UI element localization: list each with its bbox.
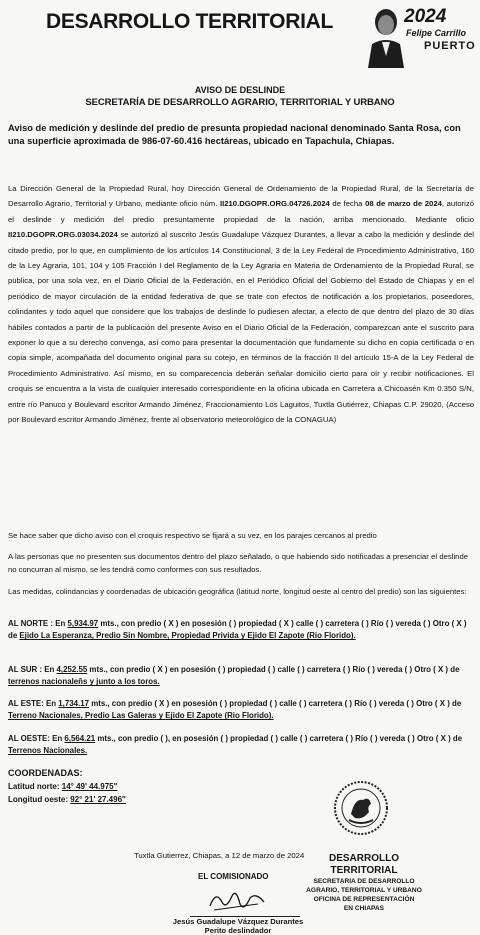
longitude-value: 92° 21' 27.496" bbox=[70, 795, 126, 804]
signer-block bbox=[168, 917, 308, 935]
body-paragraph-4: Las medidas, colindancias y coordenadas de ubicación geográfica (latitud norte, longitud oeste al centro del predio) son las siguientes: bbox=[8, 587, 467, 596]
latitude-value: 14° 49' 44.975" bbox=[61, 782, 118, 791]
notice-lead: Aviso de medición y deslinde del predio de presunta propiedad nacional denominado Santa Rosa, con una superficie aproximada de 986-07-60.416 hectáreas, ubicado en Tapachula, Chiapas. bbox=[8, 123, 461, 146]
body-paragraph-2: Se hace saber que dicho aviso con el croquis respectivo se fijará a su vez, en los parajes cercanos al predio bbox=[8, 531, 377, 540]
logo-place: PUERTO bbox=[424, 40, 476, 52]
signer-name: Jesús Guadalupe Vázquez Durantes bbox=[172, 917, 304, 926]
office-title: DESARROLLO TERRITORIAL bbox=[329, 853, 399, 876]
signer-role: Perito deslindador bbox=[204, 926, 272, 935]
office-stamp: DESARROLLO TERRITORIAL SECRETARIA DE DESARROLLO AGRARIO, TERRITORIAL Y URBANO OFICINA DE REPRESENTACIÓN EN CHIAPAS bbox=[296, 853, 432, 913]
boundary-west: AL OESTE: En 6,564.21 mts., con predio ( ), en posesión ( ) propiedad ( ) calle ( ) carretera ( ) Río ( ) vereda ( ) Otro ( X ) de Terrenos Nacionales. bbox=[8, 734, 463, 756]
logo-name: Felipe Carrillo bbox=[406, 28, 467, 38]
place-date: Tuxtla Gutierrez, Chiapas, a 12 de marzo de 2024 bbox=[134, 851, 305, 860]
oficio-date: 08 de marzo de 2024 bbox=[365, 199, 442, 209]
commissioner-label: EL COMISIONADO bbox=[198, 872, 269, 881]
boundary-east: AL ESTE: En 1,734.17 mts., con predio ( X ) en posesión ( ) propiedad ( ) calle ( ) carretera ( ) Río ( ) vereda ( ) Otro ( X ) de Terreno Nacionales, Predio Las Galeras y Ejido El Zapote (Rio Florido). bbox=[8, 699, 462, 721]
notice-title: AVISO DE DESLINDE bbox=[194, 85, 286, 95]
portrait-icon bbox=[364, 4, 404, 68]
body-paragraph-1: La Dirección General de la Propiedad Rural, hoy Dirección General de Ordenamiento de la Propiedad Rural, de la Secretaría de Desarrollo Agrario, Territorial y Urbano, mediante oficio núm. II210.DGOPR.ORG.04726.2024 de fecha 08 de marzo de 2024, autorizó el deslinde y medición del predio presuntamente propiedad de la nación, arriba mencionado. Mediante oficio II210.DGOPR.ORG.03034.2024 se autorizó al suscrito Jesús Guadalupe Vázquez Durantes, a llevar a cabo la medición y deslinde del citado predio, por lo que, en cumplimiento de los artículos 14 Constitucional, 3 de la Ley Federal de Procedimiento Administrativo, 160 de la Ley Agraria, 101, 104 y 105 Fracción I del Reglamento de la Ley Agraria en Materia de Ordenamiento de la Propiedad Rural, se publica, por una sola vez, en el Diario Oficial de la Federación, en el Periódico Oficial del Gobierno del Estado de Chiapas y en el periódico de mayor circulación de la entidad federativa de que se trate con efectos de notificación a los propietarios, poseedores, colindantes y todo aquel que considere que los trabajos de deslinde lo pudiesen afectar, a efecto de que dentro del plazo de 30 días hábiles contados a partir de la publicación del presente Aviso en el Diario Oficial de la Federación, comparezcan ante el suscrito para exponer lo que a su derecho convenga, así como para presentar la documentación que fundamente su dicho en copia certificada o en copia simple, acompañada del documento original para su cotejo, en términos de la fracción II del artículo 15-A de la Ley Federal de Procedimiento Administrativo. Así mismo, en su comparecencia deberán señalar domicilio cierto para oír y recibir notificaciones. El croquis se encuentra a la vista de cualquier interesado correspondiente en la oficina ubicada en Carretera a Chicoasén Km 0.350 S/N, entre río Panuco y Boulevard escritor Armando Jiménez, Fraccionamiento Los Laguitos, Tuxtla Gutiérrez, Chiapas C.P. 29020, (Acceso por Boulevard escritor Armando Jiménez, frente al observatorio meteorológico de la CONAGUA) bbox=[8, 184, 474, 425]
body-paragraph-3: A las personas que no presenten sus documentos dentro del plazo señalado, o que habiendo sido notificadas a presenciar el deslinde no concurran al mismo, se les tendrá como conformes con sus resultados. bbox=[8, 552, 468, 574]
header-title: DESARROLLO TERRITORIAL bbox=[46, 10, 334, 33]
oficio-number-2: II210.DGOPR.ORG.03034.2024 bbox=[8, 230, 118, 240]
signature-icon bbox=[206, 884, 270, 916]
campaign-logo bbox=[364, 4, 476, 70]
agency-name: SECRETARÍA DE DESARROLLO AGRARIO, TERRITORIAL Y URBANO bbox=[85, 97, 395, 108]
national-seal-icon bbox=[333, 780, 389, 836]
logo-year: 2024 bbox=[404, 6, 447, 27]
oficio-number: II210.DGOPR.ORG.04726.2024 bbox=[219, 199, 330, 209]
boundary-north: AL NORTE : En 5,934.97 mts., con predio ( X ) en posesión ( ) propiedad ( X ) calle ( ) carretera ( ) Río ( ) vereda ( ) Otro ( X ) de Ejido La Esperanza, Predio Sin Nombre, Propiedad Privida y Ejido El Zapote (Rio Florido). bbox=[8, 619, 467, 641]
coordinates-block: COORDENADAS: Latitud norte: 14° 49' 44.975" Longitud oeste: 92° 21' 27.496" bbox=[8, 768, 126, 804]
coordinates-heading: COORDENADAS: bbox=[8, 768, 83, 778]
boundary-south: AL SUR : En 4,252.55 mts., con predio ( X ) en posesión ( ) propiedad ( ) calle ( ) carretera ( ) Río ( ) vereda ( ) Otro ( X ) de terrenos nacionaleñs y junto a los toros. bbox=[8, 665, 460, 687]
